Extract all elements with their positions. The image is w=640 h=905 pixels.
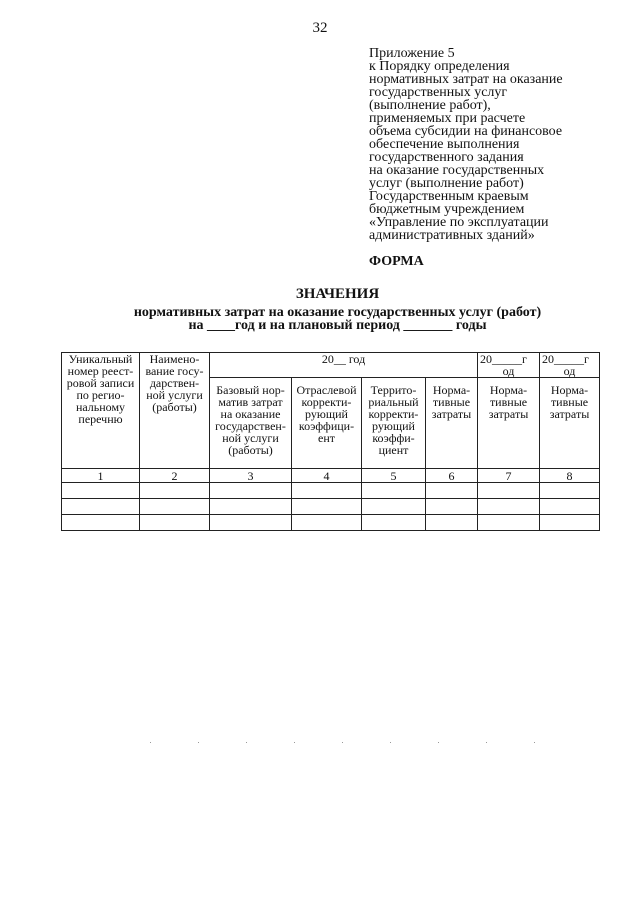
year-2-top: 20_____г: [542, 352, 589, 366]
header-current-year: 20__ год: [210, 353, 478, 378]
table-cell: [62, 515, 140, 531]
header-plan-year-1: [478, 353, 540, 378]
table-cell: [362, 515, 426, 531]
table-cell: [292, 515, 362, 531]
document-subtitle: [0, 306, 640, 332]
table-cell: [140, 483, 210, 499]
table-cell: [140, 499, 210, 515]
table-cell: [478, 483, 540, 499]
table-cell: [540, 515, 600, 531]
table-cell: [478, 499, 540, 515]
table-cell: [540, 499, 600, 515]
header-normative-costs: Норма- тивные затраты: [426, 378, 478, 469]
header-territorial-coefficient: Террито- риальный корректи- рующий коэффи- циент: [362, 378, 426, 469]
scan-marks: [150, 742, 550, 744]
norms-table: [61, 352, 600, 531]
appendix-line: (выполнение работ),: [369, 98, 491, 113]
year-1-bottom: од: [502, 364, 515, 378]
table-row: [62, 499, 600, 515]
table-cell: [210, 515, 292, 531]
table-cell: [210, 499, 292, 515]
subtitle-line: нормативных затрат на оказание государственных услуг (работ): [133, 305, 542, 320]
table-cell: [140, 515, 210, 531]
appendix-line: услуг (выполнение работ): [369, 176, 524, 191]
table-cell: [362, 499, 426, 515]
table-cell: [426, 499, 478, 515]
appendix-line: Приложение 5: [369, 46, 455, 61]
table-row: [62, 515, 600, 531]
page-number: 32: [312, 20, 328, 36]
header-sector-coefficient: Отраслевой корректи- рующий коэффици- ент: [292, 378, 362, 469]
appendix-line: к Порядку определения: [369, 59, 510, 74]
column-number: 1: [62, 469, 140, 483]
table-cell: [62, 483, 140, 499]
header-plan-year-2: [540, 353, 600, 378]
year-1-top: 20_____г: [480, 352, 527, 366]
form-label: ФОРМА: [369, 254, 424, 269]
appendix-line: «Управление по эксплуатации: [369, 215, 549, 230]
subtitle-line: на ____год и на плановый период _______ годы: [188, 318, 487, 333]
appendix-line: бюджетным учреждением: [369, 202, 525, 217]
column-number: 2: [140, 469, 210, 483]
appendix-line: объема субсидии на финансовое: [369, 124, 563, 139]
header-base-norm: Базовый нор- матив затрат на оказание государствен- ной услуги (работы): [210, 378, 292, 469]
column-number: 5: [362, 469, 426, 483]
appendix-line: нормативных затрат на оказание: [369, 72, 563, 87]
appendix-line: государственного задания: [369, 150, 524, 165]
column-number: 8: [540, 469, 600, 483]
table-cell: [292, 483, 362, 499]
column-number: 7: [478, 469, 540, 483]
year-2-bottom: од: [563, 364, 576, 378]
table-cell: [210, 483, 292, 499]
column-numbers-row: [62, 469, 600, 483]
table-row: [62, 483, 600, 499]
header-normative-costs-plan-1: Норма- тивные затраты: [478, 378, 540, 469]
header-normative-costs-plan-2: Норма- тивные затраты: [540, 378, 600, 469]
appendix-line: на оказание государственных: [369, 163, 545, 178]
document-title: ЗНАЧЕНИЯ: [295, 286, 380, 302]
table-cell: [478, 515, 540, 531]
appendix-line: государственных услуг: [369, 85, 508, 100]
table-cell: [292, 499, 362, 515]
appendix-line: применяемых при расчете: [369, 111, 526, 126]
header-service-name: Наимено- вание госу- дарствен- ной услуги (работы): [140, 353, 210, 469]
header-registry-number: Уникальный номер реест- ровой записи по регио- нальному перечню: [62, 353, 140, 469]
table-cell: [426, 515, 478, 531]
appendix-header: [369, 47, 619, 242]
table-cell: [62, 499, 140, 515]
column-number: 3: [210, 469, 292, 483]
appendix-line: обеспечение выполнения: [369, 137, 520, 152]
table-cell: [362, 483, 426, 499]
table-cell: [426, 483, 478, 499]
appendix-line: административных зданий»: [369, 228, 535, 243]
appendix-line: Государственным краевым: [369, 189, 529, 204]
table-cell: [540, 483, 600, 499]
column-number: 4: [292, 469, 362, 483]
column-number: 6: [426, 469, 478, 483]
